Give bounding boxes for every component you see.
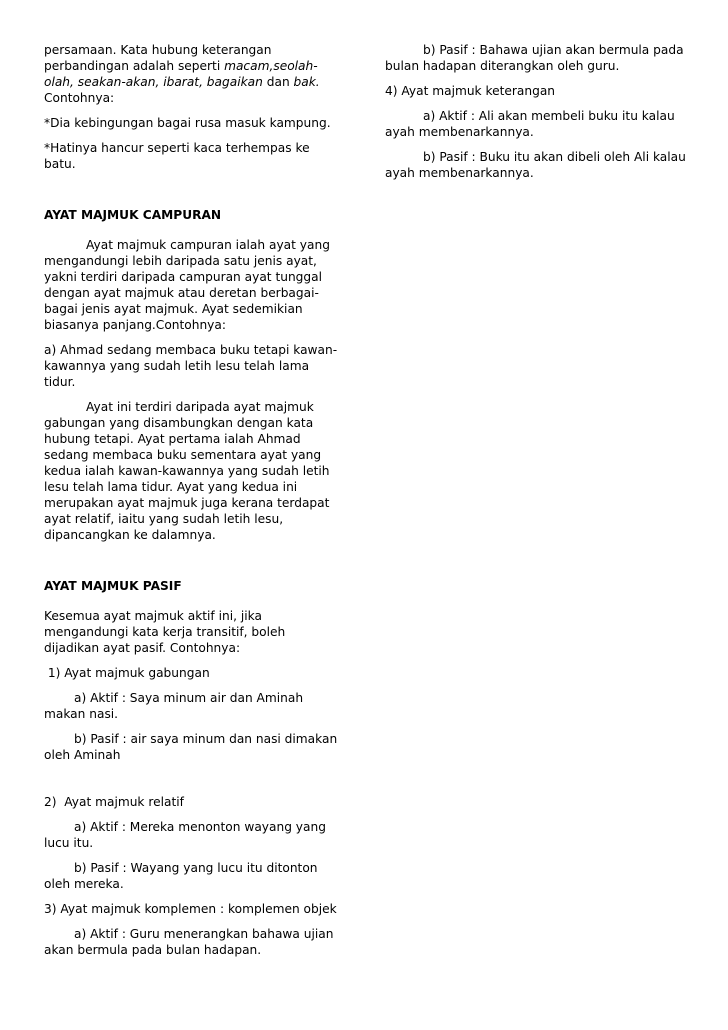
komplemen-pasif: b) Pasif : Bahawa ujian akan bermula pada bulan hadapan diterangkan oleh guru. <box>385 43 684 73</box>
keterangan-aktif: a) Aktif : Ali akan membeli buku itu kalau ayah membenarkannya. <box>385 109 675 139</box>
intro-text-2: dan <box>262 75 294 89</box>
relatif-aktif: a) Aktif : Mereka menonton wayang yang lucu itu. <box>44 820 326 850</box>
left-column <box>44 42 344 967</box>
komplemen-title: 3) Ayat majmuk komplemen : komplemen objek <box>44 902 337 916</box>
keterangan-title: 4) Ayat majmuk keterangan <box>385 84 556 98</box>
gabungan-aktif: a) Aktif : Saya minum air dan Aminah makan nasi. <box>44 691 304 721</box>
example-2: *Hatinya hancur seperti kaca terhempas ke batu. <box>44 141 310 171</box>
pasif-paragraph: Kesemua ayat majmuk aktif ini, jika mengandungi kata kerja transitif, boleh dijadikan ayat pasif. Contohnya: <box>44 609 286 655</box>
intro-italic-words: macam,seolah-olah, seakan-akan, ibarat, bagaikan <box>44 59 318 89</box>
pasif-heading: AYAT MAJMUK PASIF <box>44 579 182 593</box>
intro-italic-bak: bak. <box>293 75 320 89</box>
gabungan-pasif: b) Pasif : air saya minum dan nasi dimakan oleh Aminah <box>44 732 338 762</box>
campuran-paragraph-2: Ayat ini terdiri daripada ayat majmuk gabungan yang disambungkan dengan kata hubung tetapi. Ayat pertama ialah Ahmad sedang membaca buku sementara ayat yang kedua ialah kawan-kawannya yang sudah letih lesu telah lama tidur. Ayat yang kedua ini merupakan ayat majmuk juga kerana terdapat ayat relatif, iaitu yang sudah letih lesu, dipancangkan ke dalamnya. <box>44 400 330 542</box>
campuran-paragraph-1: Ayat majmuk campuran ialah ayat yang mengandungi lebih daripada satu jenis ayat, yakni terdiri daripada campuran ayat tunggal dengan ayat majmuk atau deretan berbagai-bagai jenis ayat majmuk. Ayat sedemikian biasanya panjang.Contohnya: <box>44 238 330 332</box>
komplemen-aktif: a) Aktif : Guru menerangkan bahawa ujian akan bermula pada bulan hadapan. <box>44 927 334 957</box>
keterangan-pasif: b) Pasif : Buku itu akan dibeli oleh Ali kalau ayah membenarkannya. <box>385 150 686 180</box>
relatif-title: 2) Ayat majmuk relatif <box>44 795 184 809</box>
right-column <box>385 42 695 190</box>
relatif-pasif: b) Pasif : Wayang yang lucu itu ditonton oleh mereka. <box>44 861 318 891</box>
intro-text: persamaan. Kata hubung keterangan perbandingan adalah seperti <box>44 43 272 73</box>
campuran-heading: AYAT MAJMUK CAMPURAN <box>44 208 222 222</box>
gabungan-title: 1) Ayat majmuk gabungan <box>44 666 210 680</box>
campuran-example: a) Ahmad sedang membaca buku tetapi kawan-kawannya yang sudah letih lesu telah lama tidur. <box>44 343 338 389</box>
example-1: *Dia kebingungan bagai rusa masuk kampung. <box>44 116 331 130</box>
intro-text-3: Contohnya: <box>44 91 115 105</box>
intro-paragraph <box>44 42 344 106</box>
